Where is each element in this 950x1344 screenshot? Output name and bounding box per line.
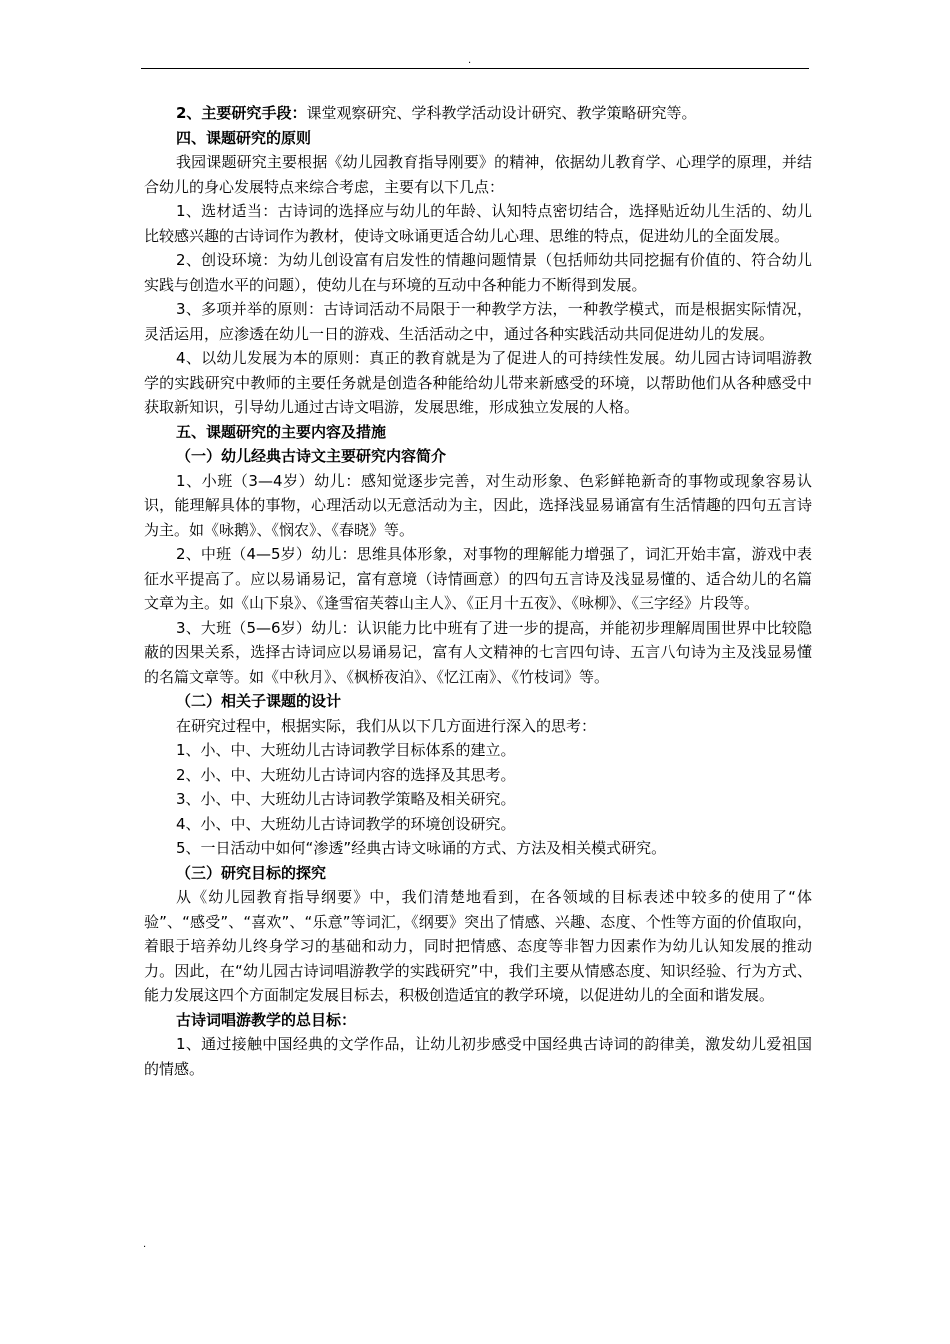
section-4-heading: 四、课题研究的原则: [176, 128, 312, 147]
subtopic-intro: 在研究过程中，根据实际，我们从以下几方面进行深入的思考：: [176, 716, 597, 735]
subsection-1-heading: （一）幼儿经典古诗文主要研究内容简介: [176, 447, 447, 465]
subtopic-item-2: 2、小、中、大班幼儿古诗词内容的选择及其思考。: [176, 765, 516, 784]
section-5-heading: 五、课题研究的主要内容及措施: [176, 422, 387, 441]
content-large-class-paragraph: 3、大班（5—6岁）幼儿：认识能力比中班有了进一步的提高，并能初步理解周围世界中比较隐蔽的因果关系，选择古诗词应以易诵易记，富有人文精神的七言四句诗、五言八句诗为主及浅显易懂的名篇文章等。如《中秋月》、《枫桥夜泊》、《忆江南》、《竹枝词》等。: [144, 618, 812, 686]
footer-mark: .: [143, 1239, 147, 1250]
overall-goal-heading: 古诗词唱游教学的总目标：: [176, 1010, 357, 1029]
content-middle-class-paragraph: 2、中班（4—5岁）幼儿：思维具体形象，对事物的理解能力增强了，词汇开始丰富，游戏中表征水平提高了。应以易诵易记，富有意境（诗情画意）的四句五言诗及浅显易懂的、适合幼儿的名篇文章为主。如《山下泉》、《逢雪宿芙蓉山主人》、《正月十五夜》、《咏柳》、《三字经》片段等。: [144, 545, 812, 612]
document-body: [144, 101, 812, 1081]
goal-exploration-paragraph: 从《幼儿园教育指导纲要》中，我们清楚地看到，在各领域的目标表述中较多的使用了“体验”、“感受”、“喜欢”、“乐意”等词汇，《纲要》突出了情感、兴趣、态度、个性等方面的价值取向，着眼于培养幼儿终身学习的基础和动力，同时把情感、态度等非智力因素作为幼儿认知发展的推动力。因此，在“幼儿园古诗词唱游教学的实践研究”中，我们主要从情感态度、知识经验、行为方式、能力发展这四个方面制定发展目标去，积极创造适宜的教学环境，以促进幼儿的全面和谐发展。: [144, 888, 812, 1004]
overall-goal-item-1: 1、通过接触中国经典的文学作品，让幼儿初步感受中国经典古诗词的韵律美，激发幼儿爱祖国的情感。: [144, 1035, 812, 1078]
principle-3-paragraph: 3、多项并举的原则：古诗词活动不局限于一种教学方法，一种教学模式，而是根据实际情况，灵活运用，应渗透在幼儿一日的游戏、生活活动之中，通过各种实践活动共同促进幼儿的发展。: [144, 300, 812, 343]
subtopic-item-5: 5、一日活动中如何“渗透”经典古诗文咏诵的方式、方法及相关模式研究。: [176, 839, 667, 857]
subsection-3-heading: （三）研究目标的探究: [176, 863, 327, 882]
subtopic-item-1: 1、小、中、大班幼儿古诗词教学目标体系的建立。: [176, 741, 516, 759]
header-mark: .: [468, 55, 472, 66]
principle-intro-paragraph: 我园课题研究主要根据《幼儿园教育指导刚要》的精神，依据幼儿教育学、心理学的原理，并结合幼儿的身心发展特点来综合考虑，主要有以下几点：: [144, 153, 812, 196]
research-means-text: 课堂观察研究、学科教学活动设计研究、教学策略研究等。: [306, 104, 697, 122]
research-means-label: 2、主要研究手段：: [176, 104, 307, 122]
subsection-2-heading: （二）相关子课题的设计: [176, 692, 342, 710]
header-rule: [141, 68, 809, 69]
subtopic-item-3: 3、小、中、大班幼儿古诗词教学策略及相关研究。: [176, 790, 516, 808]
subtopic-item-4: 4、小、中、大班幼儿古诗词教学的环境创设研究。: [176, 814, 516, 833]
principle-2-paragraph: 2、创设环境：为幼儿创设富有启发性的情趣问题情景（包括师幼共同挖掘有价值的、符合幼儿实践与创造水平的问题），使幼儿在与环境的互动中各种能力不断得到发展。: [144, 251, 812, 294]
research-means-line: [144, 101, 812, 126]
content-small-class-paragraph: 1、小班（3—4岁）幼儿：感知觉逐步完善，对生动形象、色彩鲜艳新奇的事物或现象容易认识，能理解具体的事物，心理活动以无意活动为主，因此，选择浅显易诵富有生活情趣的四句五言诗为主。如《咏鹅》、《悯农》、《春晓》等。: [144, 471, 812, 539]
principle-1-paragraph: 1、选材适当：古诗词的选择应与幼儿的年龄、认知特点密切结合，选择贴近幼儿生活的、幼儿比较感兴趣的古诗词作为教材，使诗文咏诵更适合幼儿心理、思维的特点，促进幼儿的全面发展。: [144, 202, 812, 245]
principle-4-paragraph: 4、以幼儿发展为本的原则：真正的教育就是为了促进人的可持续性发展。幼儿园古诗词唱游教学的实践研究中教师的主要任务就是创造各种能给幼儿带来新感受的环境，以帮助他们从各种感受中获取新知识，引导幼儿通过古诗文唱游，发展思维，形成独立发展的人格。: [144, 349, 812, 416]
